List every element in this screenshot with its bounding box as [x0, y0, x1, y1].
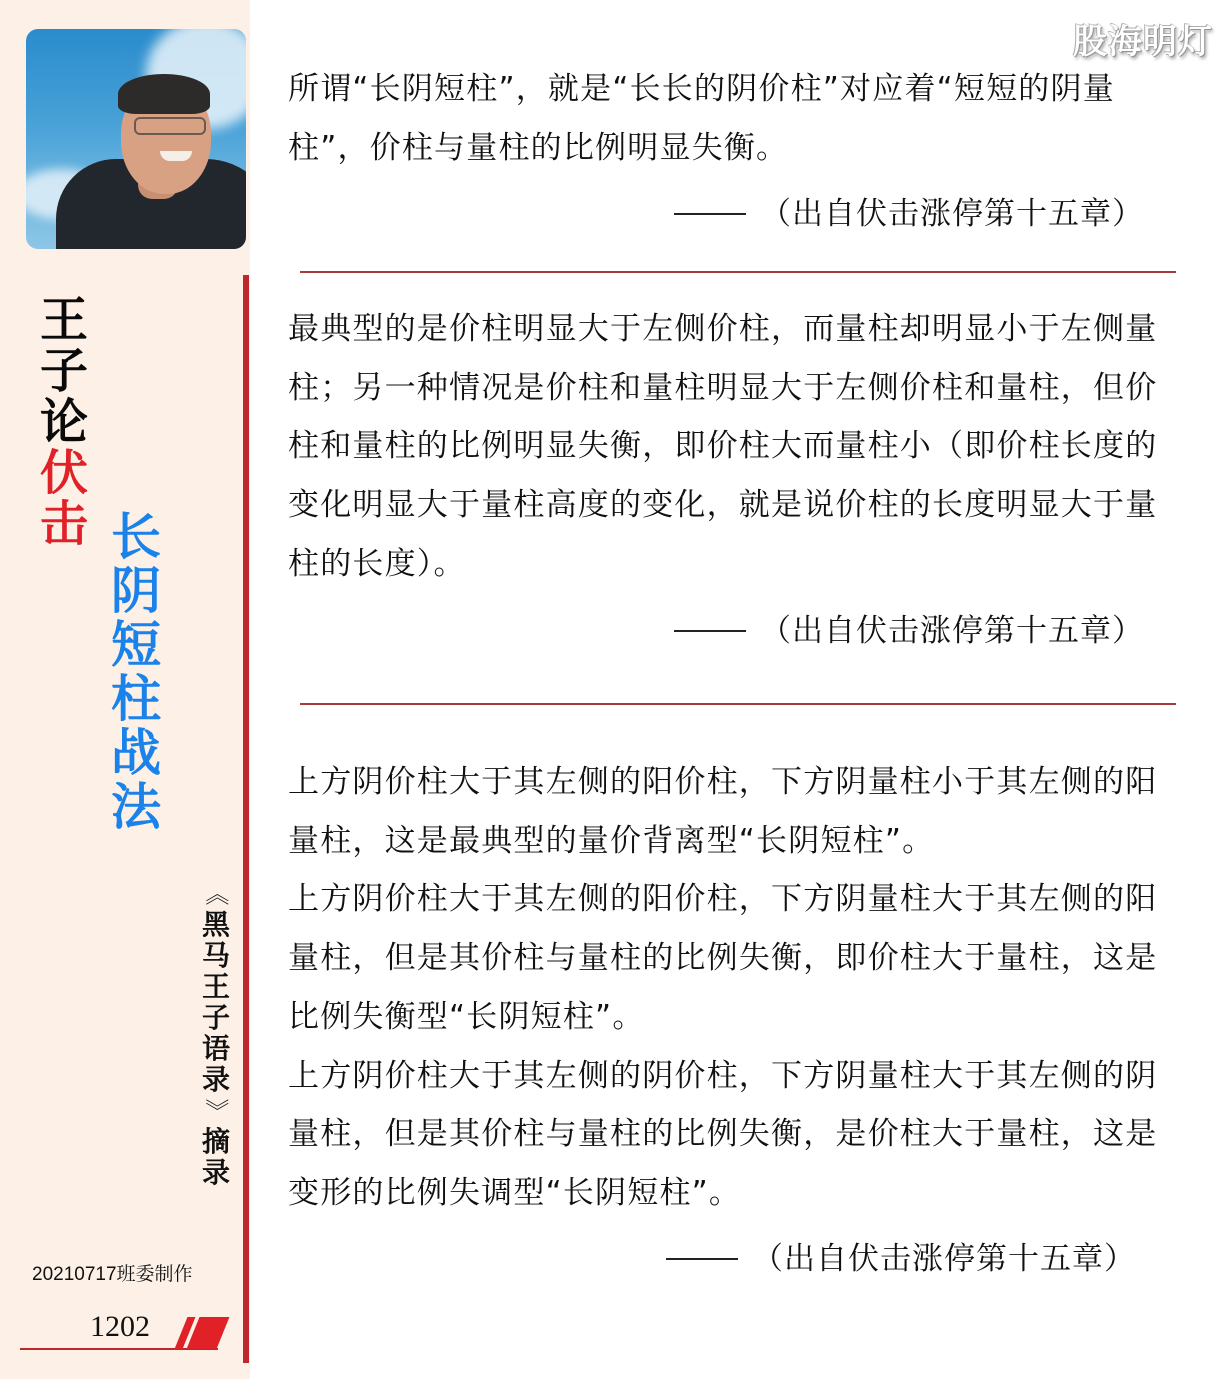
subtitle-char: 法 — [111, 777, 161, 836]
subtitle-char: 战 — [111, 723, 161, 782]
watermark-logo: 股海明灯 — [1073, 22, 1213, 62]
em-dash-line — [666, 1258, 738, 1260]
maker-credit: 20210717班委制作 — [32, 1264, 193, 1285]
portrait-glasses — [134, 117, 206, 135]
vertical-red-rule — [243, 275, 249, 1363]
em-dash-line — [674, 213, 746, 215]
title-char: 论 — [39, 394, 88, 450]
title-char: 子 — [39, 343, 88, 399]
quote-section-1 — [288, 60, 1188, 177]
title-char: 王 — [39, 292, 88, 348]
left-sidebar — [0, 0, 250, 1379]
source-char: 黑 — [201, 908, 230, 941]
page-number: 1202 — [90, 1310, 150, 1343]
source-char: 语 — [201, 1032, 230, 1065]
source-char: 《 — [202, 881, 231, 906]
citation-text: （出自伏击涨停第十五章） — [760, 613, 1144, 649]
source-char: 录 — [201, 1156, 230, 1189]
citation — [666, 1233, 1136, 1278]
subtitle-char: 长 — [111, 507, 161, 566]
paragraph: 上方阴价柱大于其左侧的阴价柱，下方阴量柱大于其左侧的阴量柱，但是其价柱与量柱的比例失衡，是价柱大于量柱，这是变形的比例失调型“长阴短柱”。 — [288, 1057, 1158, 1211]
paragraph: 上方阴价柱大于其左侧的阳价柱，下方阴量柱大于其左侧的阳量柱，但是其价柱与量柱的比例失衡，即价柱大于量柱，这是比例失衡型“长阴短柱”。 — [288, 881, 1158, 1035]
paragraph: 所谓“长阴短柱”，就是“长长的阴价柱”对应着“短短的阴量柱”，价柱与量柱的比例明显失衡。 — [288, 71, 1115, 166]
citation — [674, 188, 1144, 233]
paragraph: 上方阴价柱大于其左侧的阳价柱，下方阴量柱小于其左侧的阳量柱，这是最典型的量价背离型“长阴短柱”。 — [288, 764, 1158, 859]
em-dash-line — [674, 630, 746, 632]
source-char: 》 — [202, 1098, 231, 1123]
vertical-topic-title — [108, 507, 164, 836]
source-char: 摘 — [201, 1125, 230, 1158]
source-char: 录 — [201, 1063, 230, 1096]
citation-text: （出自伏击涨停第十五章） — [760, 196, 1144, 232]
title-char: 伏 — [39, 445, 88, 501]
section-divider — [300, 703, 1176, 705]
citation — [674, 605, 1144, 650]
paragraph: 最典型的是价柱明显大于左侧价柱，而量柱却明显小于左侧量柱；另一种情况是价柱和量柱明显大于左侧价柱和量柱，但价柱和量柱的比例明显失衡，即价柱大而量柱小（即价柱长度的变化明显大于量柱高度的变化，就是说价柱的长度明显大于量柱的长度）。 — [288, 311, 1158, 582]
source-char: 王 — [201, 970, 230, 1003]
author-portrait — [26, 29, 246, 249]
title-char: 击 — [39, 496, 88, 552]
source-char: 马 — [201, 939, 230, 972]
source-char: 子 — [201, 1001, 230, 1034]
subtitle-char: 短 — [111, 615, 161, 674]
subtitle-char: 阴 — [111, 561, 161, 620]
citation-text: （出自伏击涨停第十五章） — [752, 1241, 1136, 1277]
vertical-source-note — [196, 878, 236, 1188]
vertical-series-title — [38, 292, 90, 552]
quote-section-3 — [288, 753, 1188, 1223]
section-divider — [300, 271, 1176, 273]
quote-section-2 — [288, 300, 1188, 594]
portrait-smile — [160, 151, 192, 161]
subtitle-char: 柱 — [111, 669, 161, 728]
portrait-hair — [118, 74, 210, 114]
